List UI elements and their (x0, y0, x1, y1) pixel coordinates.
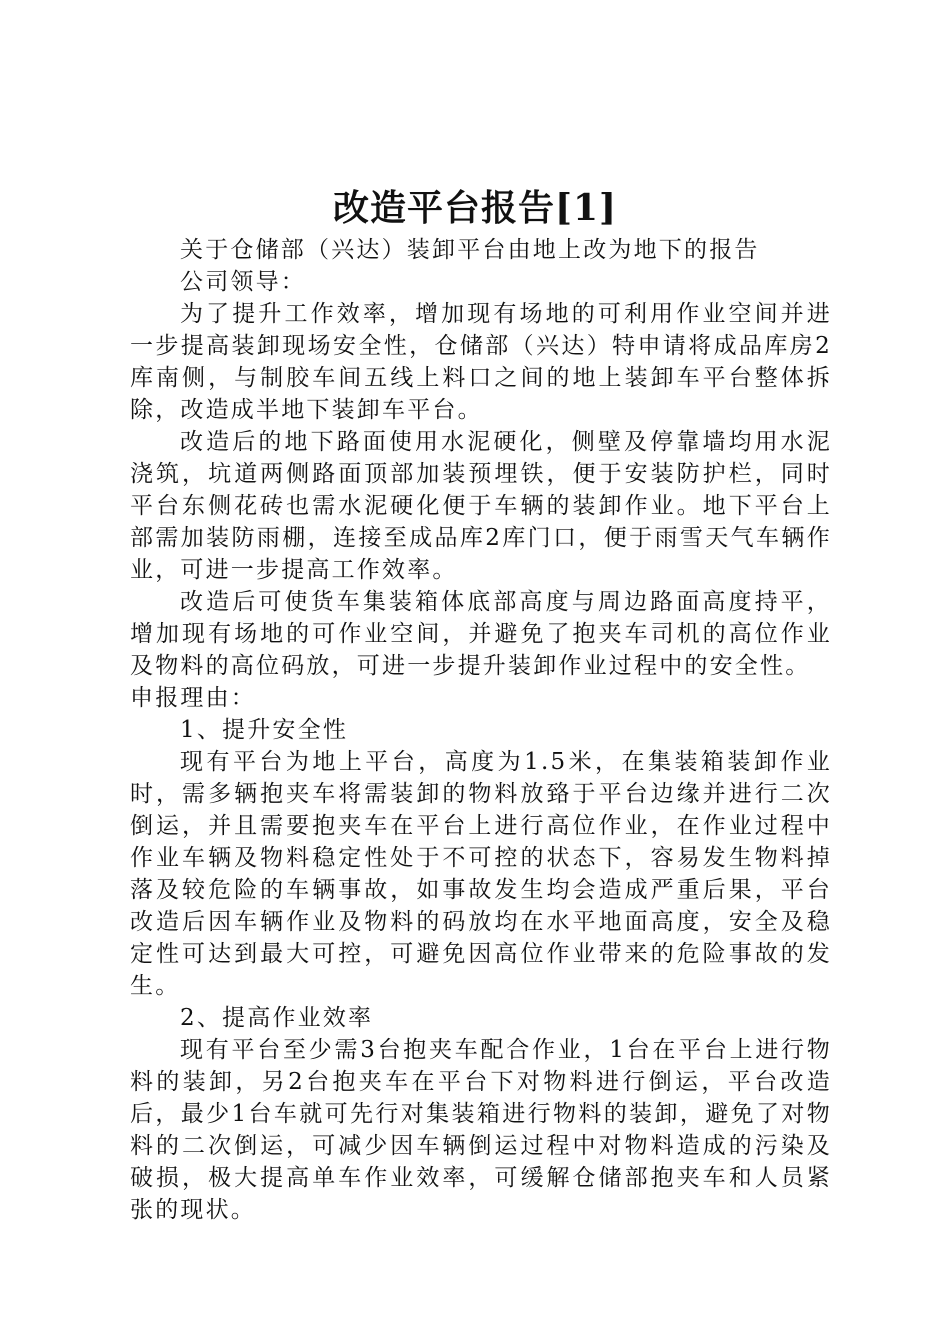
reasons-heading: 申报理由： (130, 685, 256, 711)
report-subtitle: 关于仓储部（兴达）装卸平台由地上改为地下的报告 (180, 237, 760, 263)
document-body (130, 234, 832, 1226)
paragraph-construction: 改造后的地下路面使用水泥硬化，侧壁及停靠墙均用水泥浇筑，坑道两侧路面顶部加装预埋铁，便于安装防护栏，同时平台东侧花砖也需水泥硬化便于车辆的装卸作业。地下平台上部需加装防雨棚，连接至成品库2库门口，便于雨雪天气车辆作业，可进一步提高工作效率。 (130, 429, 832, 583)
paragraph-purpose: 为了提升工作效率，增加现有场地的可利用作业空间并进一步提高装卸现场安全性，仓储部（兴达）特申请将成品库房2库南侧，与制胶车间五线上料口之间的地上装卸车平台整体拆除，改造成半地下装卸车平台。 (130, 301, 832, 423)
salutation: 公司领导： (180, 269, 306, 295)
reason-2-text: 现有平台至少需3台抱夹车配合作业，1台在平台上进行物料的装卸，另2台抱夹车在平台下对物料进行倒运，平台改造后，最少1台车就可先行对集装箱进行物料的装卸，避免了对物料的二次倒运，可减少因车辆倒运过程中对物料造成的污染及破损，极大提高单车作业效率，可缓解仓储部抱夹车和人员紧张的现状。 (130, 1037, 832, 1223)
document-title: 改造平台报告[1] (332, 187, 618, 229)
reason-1-heading: 1、提升安全性 (180, 717, 349, 743)
paragraph-benefits: 改造后可使货车集装箱体底部高度与周边路面高度持平，增加现有场地的可作业空间，并避免了抱夹车司机的高位作业及物料的高位码放，可进一步提升装卸作业过程中的安全性。 (130, 589, 832, 679)
reason-2-heading: 2、提高作业效率 (180, 1005, 374, 1031)
reason-1-text: 现有平台为地上平台，高度为1.5米，在集装箱装卸作业时，需多辆抱夹车将需装卸的物料放臵于平台边缘并进行二次倒运，并且需要抱夹车在平台上进行高位作业，在作业过程中作业车辆及物料稳定性处于不可控的状态下，容易发生物料掉落及较危险的车辆事故，如事故发生均会造成严重后果，平台改造后因车辆作业及物料的码放均在水平地面高度，安全及稳定性可达到最大可控，可避免因高位作业带来的危险事故的发生。 (130, 749, 832, 999)
